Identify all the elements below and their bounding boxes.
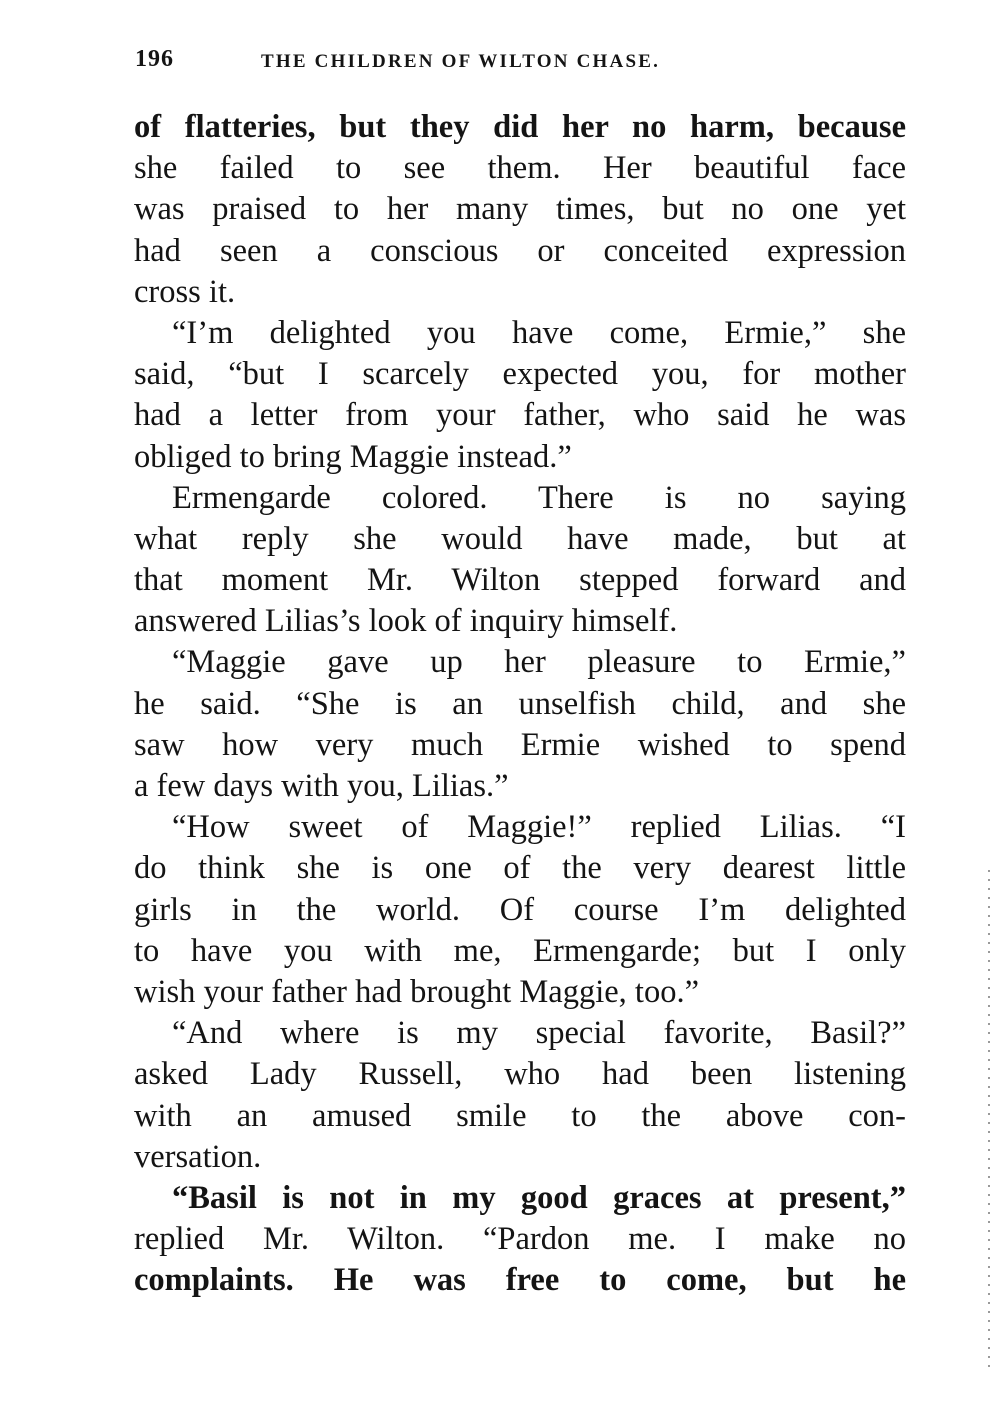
running-head bbox=[135, 46, 815, 80]
text-line: to have you with me, Ermengarde; but I only bbox=[134, 932, 906, 969]
text-line: said, “but I scarcely expected you, for mother bbox=[134, 356, 906, 393]
text-line: she failed to see them. Her beautiful face bbox=[134, 150, 906, 187]
body-text bbox=[134, 107, 906, 1301]
text-line: of flatteries, but they did her no harm, because bbox=[134, 109, 906, 145]
text-line: answered Lilias’s look of inquiry himself. bbox=[134, 603, 678, 640]
text-line: replied Mr. Wilton. “Pardon me. I make no bbox=[134, 1221, 906, 1258]
page-edge-marks bbox=[988, 870, 990, 1370]
text-line: “Maggie gave up her pleasure to Ermie,” bbox=[172, 644, 906, 681]
text-line: “I’m delighted you have come, Ermie,” she bbox=[172, 314, 906, 351]
text-line: “How sweet of Maggie!” replied Lilias. “I bbox=[172, 809, 906, 846]
text-line: was praised to her many times, but no one yet bbox=[134, 191, 906, 228]
text-line: Ermengarde colored. There is no saying bbox=[172, 479, 906, 516]
text-line: that moment Mr. Wilton stepped forward and bbox=[134, 562, 906, 599]
text-line: “And where is my special favorite, Basil?” bbox=[172, 1015, 906, 1052]
text-line: had a letter from your father, who said he was bbox=[134, 397, 906, 434]
text-line: versation. bbox=[134, 1138, 262, 1175]
text-line: he said. “She is an unselfish child, and she bbox=[134, 685, 906, 722]
text-line: wish your father had brought Maggie, too.” bbox=[134, 973, 700, 1010]
text-line: do think she is one of the very dearest little bbox=[134, 850, 906, 887]
text-line: had seen a conscious or conceited expression bbox=[134, 232, 906, 269]
text-line: a few days with you, Lilias.” bbox=[134, 768, 509, 804]
running-title: THE CHILDREN OF WILTON CHASE. bbox=[261, 51, 661, 72]
text-line: asked Lady Russell, who had been listening bbox=[134, 1056, 906, 1093]
text-line: saw how very much Ermie wished to spend bbox=[134, 726, 906, 763]
text-line: cross it. bbox=[134, 273, 236, 310]
text-line: obliged to bring Maggie instead.” bbox=[134, 438, 572, 475]
text-line: girls in the world. Of course I’m delighted bbox=[134, 891, 906, 928]
text-line: “Basil is not in my good graces at present,” bbox=[172, 1179, 906, 1216]
text-line: complaints. He was free to come, but he bbox=[134, 1262, 906, 1299]
text-line: with an amused smile to the above con- bbox=[134, 1097, 906, 1134]
text-line: what reply she would have made, but at bbox=[134, 520, 906, 557]
page-number: 196 bbox=[135, 46, 174, 72]
